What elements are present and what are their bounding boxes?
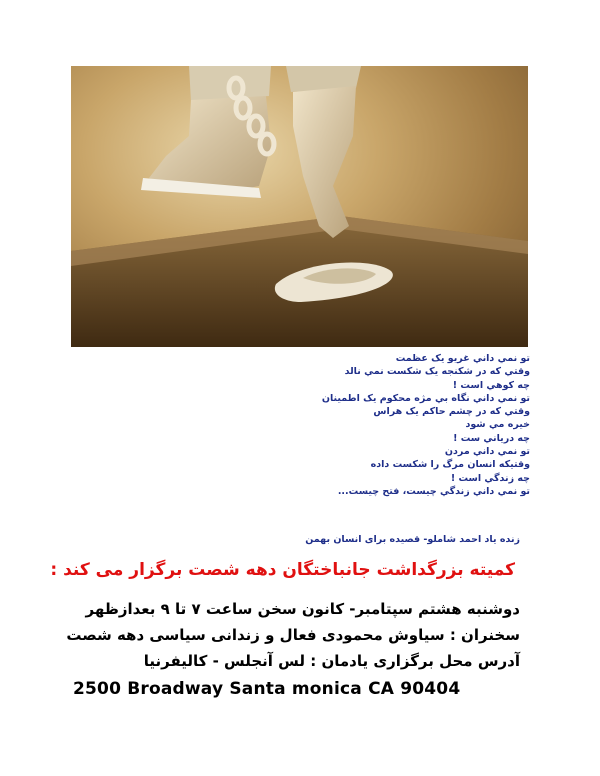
hanging-feet-photo — [71, 66, 528, 347]
event-headline: کمیته بزرگداشت جانباختگان دهه شصت برگزار می کند : — [50, 560, 515, 580]
poem-line: وقتي که در چشم حاکم يک هراس — [373, 406, 530, 418]
poem-line: تو نمي داني غريو يک عظمت — [395, 353, 530, 364]
poem-line: چه زندگي است ! — [450, 472, 530, 484]
poem-line: وقتيکه انسان مرگ را شکست داده — [370, 459, 530, 471]
poem-line: تو نمي داني مردن — [444, 446, 530, 458]
poem-line: خيره مي شود — [465, 419, 530, 431]
event-date: دوشنبه هشتم سپتامبر- کانون سخن ساعت ۷ تا ۹ بعدازظهر — [85, 600, 520, 618]
hanging-feet-illustration — [71, 66, 528, 347]
poem-attribution: زنده یاد احمد شاملو- قصیده برای انسان بهمن — [305, 534, 520, 545]
poem-line: تو نمي داني زندگي چيست، فتح چيست... — [337, 485, 530, 497]
poem-line: چه درياني ست ! — [453, 432, 530, 444]
poem-line: وقتي که در شکنجه يک شکست نمي نالد — [344, 366, 530, 378]
street-address: 2500 Broadway Santa monica CA 90404 — [73, 679, 461, 699]
poem-line: چه کوهي است ! — [452, 379, 530, 391]
event-speakers: سخنران : سیاوش محمودی فعال و زندانی سیاسی دهه شصت — [66, 626, 520, 644]
event-venue: آدرس محل برگزاری یادمان : لس آنجلس - کالیفرنیا — [143, 652, 520, 670]
poem — [110, 352, 530, 498]
poem-line: تو نمي داني نگاه بي مژه محکوم يک اطمينان — [321, 392, 530, 404]
